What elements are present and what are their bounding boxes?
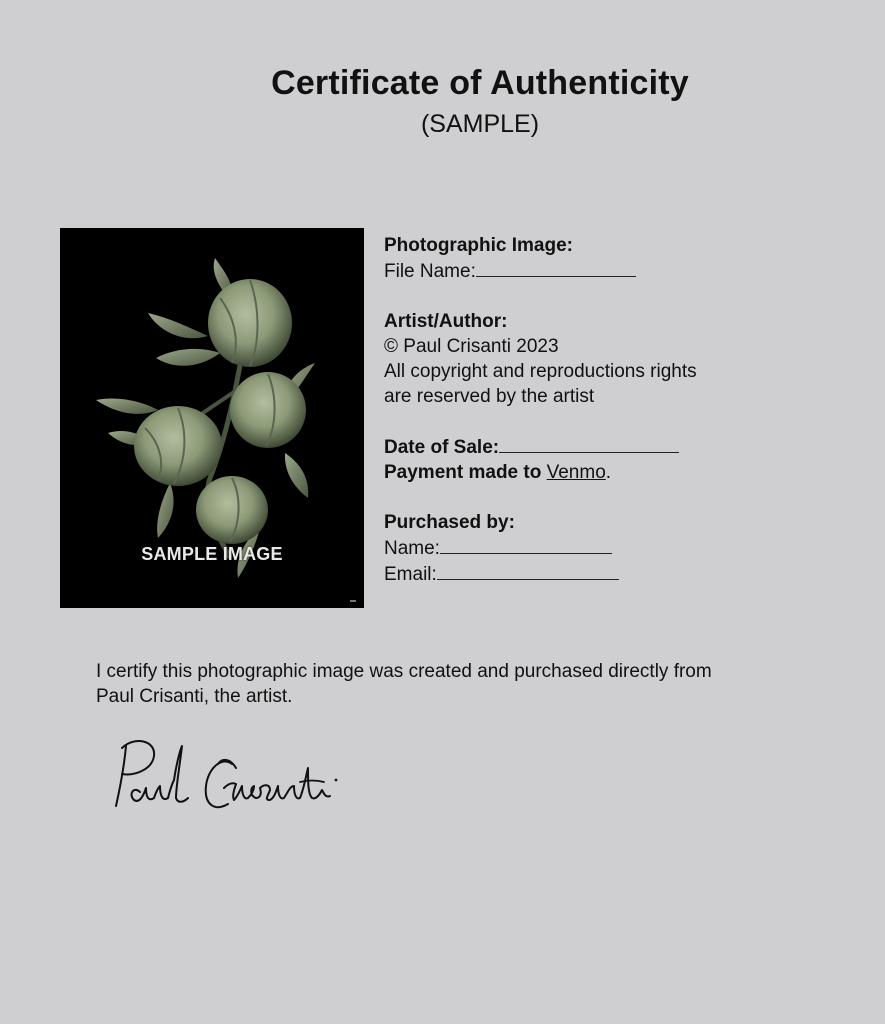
name-label: Name:: [384, 538, 440, 559]
purchaser-section: [384, 510, 824, 587]
email-row: [384, 561, 824, 587]
copyright-line: © Paul Crisanti 2023: [384, 336, 559, 357]
certificate-title: Certificate of Authenticity: [271, 64, 689, 102]
name-blank: [440, 535, 612, 554]
certification-line-1: I certify this photographic image was created and purchased directly from: [96, 661, 712, 682]
artist-heading: Artist/Author:: [384, 311, 508, 332]
name-row: [384, 535, 824, 561]
photographic-image-section: [384, 233, 824, 284]
artist-signature: [104, 728, 364, 828]
rights-line-1: All copyright and reproductions rights: [384, 361, 697, 382]
date-of-sale-blank: [499, 434, 679, 453]
file-name-blank: [476, 258, 636, 277]
certificate-details: [384, 233, 824, 612]
purchased-by-heading: Purchased by:: [384, 512, 515, 533]
certificate-subtitle: (SAMPLE): [420, 110, 540, 138]
certification-statement: [96, 659, 836, 709]
email-label: Email:: [384, 564, 437, 585]
certification-line-2: Paul Crisanti, the artist.: [96, 686, 293, 707]
sample-photo: [60, 228, 364, 608]
payment-label: Payment made to: [384, 462, 547, 483]
venmo-link[interactable]: Venmo: [546, 462, 606, 483]
rights-line-2: are reserved by the artist: [384, 386, 595, 407]
date-of-sale-label: Date of Sale:: [384, 437, 500, 458]
artist-section: [384, 309, 824, 409]
sale-section: [384, 434, 824, 485]
file-name-row: [384, 258, 824, 284]
payment-period: .: [605, 462, 612, 483]
file-name-label: File Name:: [384, 261, 476, 282]
photographic-image-heading: Photographic Image:: [384, 235, 573, 256]
sample-watermark: SAMPLE IMAGE: [141, 544, 283, 564]
payment-row: [384, 460, 824, 485]
email-blank: [437, 561, 619, 580]
date-of-sale-row: [384, 434, 824, 460]
